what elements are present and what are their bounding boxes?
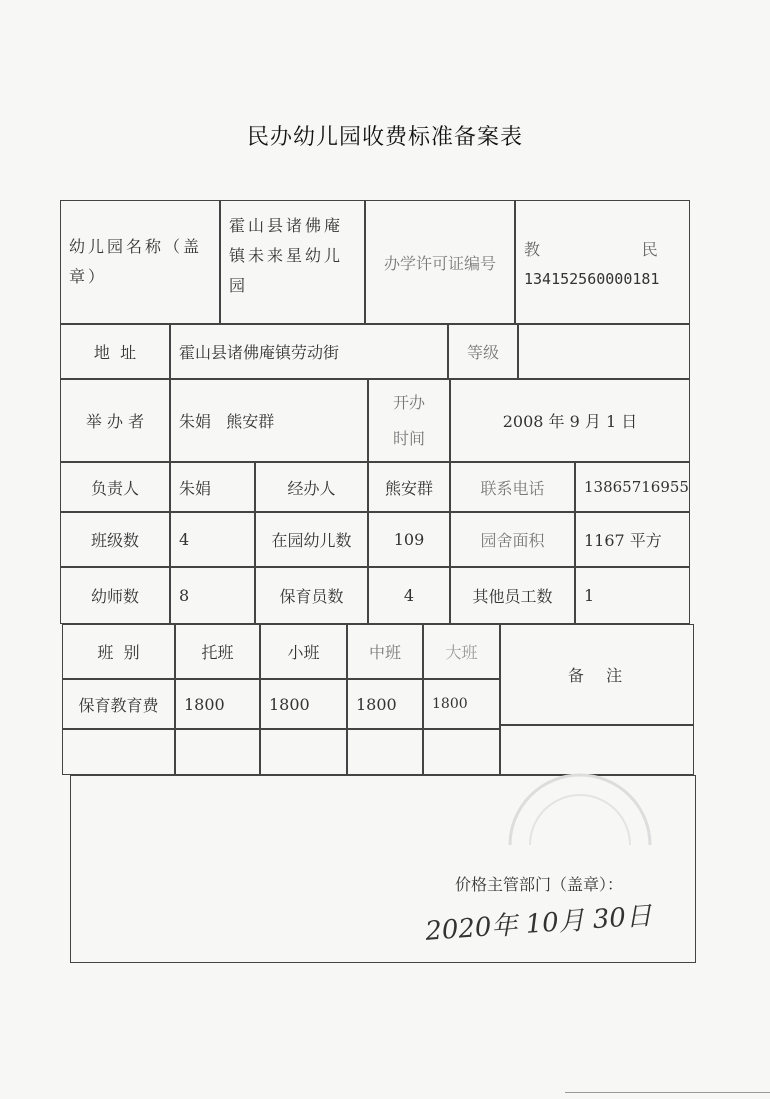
document-title: 民办幼儿园收费标准备案表 (246, 125, 523, 150)
empty-cell (423, 729, 500, 775)
authority-label: 价格主管部门（盖章）： (455, 875, 624, 894)
license-value-line1: 教 民 (524, 239, 658, 259)
license-value-line2: 134152560000181 (524, 269, 660, 288)
empty-cell (175, 729, 260, 775)
address-label: 地 址 (60, 324, 170, 379)
teacher-count-label: 幼师数 (60, 567, 170, 624)
other-staff-value: 1 (575, 567, 690, 624)
open-time-value: 2008 年 9 月 1 日 (450, 379, 690, 462)
fee-nursery: 1800 (175, 679, 260, 729)
phone-label: 联系电话 (450, 462, 575, 512)
license-cell (515, 200, 690, 324)
remarks-label (500, 624, 694, 725)
principal-label: 负责人 (60, 462, 170, 512)
class-count-value: 4 (170, 512, 255, 567)
license-label: 办学许可证编号 (365, 200, 515, 324)
class-type-middle: 中班 (347, 624, 423, 679)
handler-value: 熊安群 (368, 462, 450, 512)
phone-value: 13865716955 (575, 462, 690, 512)
class-count-label: 班级数 (60, 512, 170, 567)
fee-small: 1800 (260, 679, 347, 729)
children-count-value: 109 (368, 512, 450, 567)
remarks-label-text: 备 注 (567, 666, 627, 685)
class-type-large: 大班 (423, 624, 500, 679)
fee-middle: 1800 (347, 679, 423, 729)
area-value: 1167 平方 (575, 512, 690, 567)
area-label: 园舍面积 (450, 512, 575, 567)
empty-cell (347, 729, 423, 775)
children-count-label: 在园幼儿数 (255, 512, 368, 567)
handwritten-date: 2020年 10月 30日 (424, 901, 653, 947)
class-type-nursery: 托班 (175, 624, 260, 679)
address-value: 霍山县诸佛庵镇劳动街 (170, 324, 448, 379)
other-staff-label: 其他员工数 (450, 567, 575, 624)
faint-seal-watermark (500, 765, 660, 845)
teacher-count-value: 8 (170, 567, 255, 624)
open-time-label: 开办时间 (368, 379, 450, 462)
empty-cell (62, 729, 175, 775)
sponsor-label: 举 办 者 (60, 379, 170, 462)
class-type-label: 班 别 (62, 624, 175, 679)
grade-value (518, 324, 690, 379)
class-type-small: 小班 (260, 624, 347, 679)
nurse-count-value: 4 (368, 567, 450, 624)
page-edge-line (565, 1092, 770, 1093)
grade-label: 等级 (448, 324, 518, 379)
fee-large: 1800 (423, 679, 500, 729)
kindergarten-name-value: 霍山县诸佛庵镇未来星幼儿园 (220, 200, 365, 324)
principal-value: 朱娟 (170, 462, 255, 512)
fee-label: 保育教育费 (62, 679, 175, 729)
nurse-count-label: 保育员数 (255, 567, 368, 624)
handler-label: 经办人 (255, 462, 368, 512)
sponsor-value: 朱娟 熊安群 (170, 379, 368, 462)
empty-cell (260, 729, 347, 775)
kindergarten-name-label: 幼儿园名称（盖章） (60, 200, 220, 324)
